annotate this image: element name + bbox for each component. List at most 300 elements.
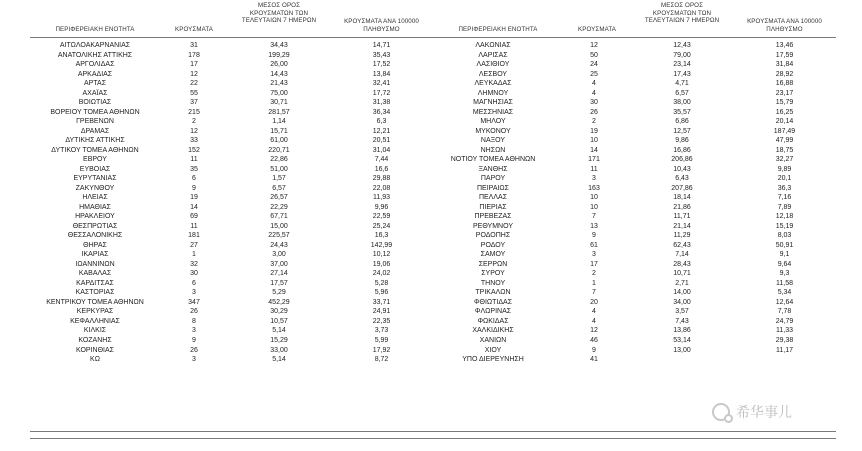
region-cell: ΠΑΡΟΥ <box>480 175 506 183</box>
table-row <box>433 250 836 260</box>
region-cell: ΜΥΚΟΝΟΥ <box>475 127 511 135</box>
region-cell: ΚΩ <box>90 356 100 364</box>
region-cell: ΥΠΟ ΔΙΕΡΕΥΝΗΣΗ <box>462 356 524 364</box>
avg-cell: 13,00 <box>673 346 691 354</box>
table-row <box>433 127 836 137</box>
region-cell: ΑΡΚΑΔΙΑΣ <box>77 70 113 78</box>
avg-cell: 21,43 <box>270 80 288 88</box>
region-cell: ΜΕΣΣΗΝΙΑΣ <box>472 108 514 116</box>
right-rows <box>433 41 836 365</box>
table-row <box>433 70 836 80</box>
table-row <box>30 174 433 184</box>
cases-cell: 19 <box>190 194 198 202</box>
cases-cell: 61 <box>590 241 598 249</box>
cases-cell: 12 <box>590 327 598 335</box>
table-row <box>30 165 433 175</box>
per-100k-cell: 17,52 <box>372 61 391 69</box>
region-cell: ΔΡΑΜΑΣ <box>80 127 110 135</box>
region-cell: ΚΟΡΙΝΘΙΑΣ <box>76 346 114 354</box>
header-cases: ΚΡΟΥΣΜΑΤΑ <box>175 26 213 33</box>
header-avg-line3: ΤΕΛΕΥΤΑΙΩΝ 7 ΗΜΕΡΩΝ <box>241 17 317 25</box>
per-100k-cell: 18,75 <box>775 146 794 154</box>
cases-cell: 10 <box>590 203 598 211</box>
table-row <box>433 326 836 336</box>
table-row <box>30 288 433 298</box>
per-100k-cell: 9,1 <box>779 251 790 259</box>
avg-cell: 3,57 <box>675 308 689 316</box>
region-cell: ΚΕΝΤΡΙΚΟΥ ΤΟΜΕΑ ΑΘΗΝΩΝ <box>46 298 144 306</box>
table-row <box>433 184 836 194</box>
table-row <box>433 41 836 51</box>
per-100k-cell: 9,89 <box>777 165 792 173</box>
avg-cell: 15,29 <box>270 336 288 344</box>
cases-cell: 11 <box>190 156 198 164</box>
cases-cell: 26 <box>190 308 198 316</box>
avg-cell: 9,86 <box>675 137 689 145</box>
region-cell: ΡΟΔΟΥ <box>480 241 506 249</box>
table-row <box>433 222 836 232</box>
avg-cell: 53,14 <box>673 336 691 344</box>
header-avg-line3: ΤΕΛΕΥΤΑΙΩΝ 7 ΗΜΕΡΩΝ <box>644 17 720 25</box>
region-cell: ΝΟΤΙΟΥ ΤΟΜΕΑ ΑΘΗΝΩΝ <box>450 156 536 164</box>
region-cell: ΦΘΙΩΤΙΔΑΣ <box>473 298 513 306</box>
per-100k-cell: 7,89 <box>777 203 792 211</box>
region-cell: ΚΑΣΤΟΡΙΑΣ <box>75 289 115 297</box>
avg-cell: 10,71 <box>673 270 691 278</box>
region-cell: ΦΛΩΡΙΝΑΣ <box>474 308 512 316</box>
table-row <box>433 212 836 222</box>
cases-cell: 181 <box>188 232 200 240</box>
avg-cell: 34,43 <box>270 42 288 49</box>
region-cell: ΚΕΡΚΥΡΑΣ <box>76 308 114 316</box>
table-row <box>30 146 433 156</box>
cases-cell: 33 <box>190 137 198 145</box>
avg-cell: 6,57 <box>272 184 286 192</box>
cases-cell: 24 <box>590 61 598 69</box>
avg-cell: 6,43 <box>675 175 689 183</box>
table-row <box>30 222 433 232</box>
per-100k-cell: 6,3 <box>376 118 387 126</box>
region-cell: ΗΛΕΙΑΣ <box>82 194 108 202</box>
per-100k-cell: 31,04 <box>372 146 391 154</box>
cases-cell: 55 <box>190 89 198 97</box>
cases-cell: 69 <box>190 213 198 221</box>
avg-cell: 26,57 <box>270 194 288 202</box>
header-per-line1: ΚΡΟΥΣΜΑΤΑ ΑΝΑ 100000 <box>747 18 822 25</box>
table-row <box>30 260 433 270</box>
cases-cell: 30 <box>190 270 198 278</box>
region-cell: ΜΑΓΝΗΣΙΑΣ <box>473 99 513 107</box>
table-row <box>30 136 433 146</box>
cases-cell: 152 <box>188 146 200 154</box>
cases-cell: 9 <box>192 184 196 192</box>
cases-cell: 3 <box>592 251 596 259</box>
avg-cell: 38,00 <box>673 99 691 107</box>
per-100k-cell: 15,19 <box>775 222 794 230</box>
table-row <box>433 317 836 327</box>
avg-cell: 10,57 <box>270 317 288 325</box>
region-cell: ΠΕΛΛΑΣ <box>478 194 508 202</box>
region-cell: ΑΙΤΩΛΟΑΚΑΡΝΑΝΙΑΣ <box>59 42 131 49</box>
table-row <box>30 60 433 70</box>
cases-cell: 10 <box>590 194 598 202</box>
watermark <box>712 400 832 424</box>
avg-cell: 30,71 <box>270 99 288 107</box>
table-row <box>433 298 836 308</box>
table-row <box>30 250 433 260</box>
table-row <box>433 51 836 61</box>
cases-cell: 163 <box>588 184 600 192</box>
cases-cell: 9 <box>592 346 596 354</box>
header-divider <box>30 37 836 38</box>
cases-cell: 1 <box>192 251 196 259</box>
table-row <box>433 89 836 99</box>
per-100k-cell: 14,71 <box>372 42 391 49</box>
cases-cell: 6 <box>192 279 196 287</box>
region-cell: ΚΟΖΑΝΗΣ <box>78 336 112 344</box>
avg-cell: 13,86 <box>673 327 691 335</box>
table-row <box>30 336 433 346</box>
avg-cell: 1,14 <box>272 118 286 126</box>
region-cell: ΣΥΡΟΥ <box>481 270 505 278</box>
avg-cell: 7,43 <box>675 317 689 325</box>
cases-cell: 9 <box>192 336 196 344</box>
cases-cell: 12 <box>190 127 198 135</box>
region-cell: ΞΑΝΘΗΣ <box>478 165 508 173</box>
per-100k-cell: 12,21 <box>372 127 391 135</box>
cases-cell: 2 <box>592 270 596 278</box>
cases-cell: 215 <box>188 108 200 116</box>
region-cell: ΛΑΚΩΝΙΑΣ <box>475 42 511 49</box>
cases-cell: 9 <box>592 232 596 240</box>
cases-cell: 1 <box>592 279 596 287</box>
avg-cell: 4,71 <box>675 80 689 88</box>
table-row <box>30 89 433 99</box>
bottom-rule <box>30 431 836 432</box>
region-cell: ΠΕΙΡΑΙΩΣ <box>477 184 509 192</box>
per-100k-cell: 29,38 <box>775 336 794 344</box>
table-row <box>30 231 433 241</box>
cases-cell: 11 <box>590 165 598 173</box>
cases-cell: 3 <box>592 175 596 183</box>
per-100k-cell: 7,78 <box>777 308 792 316</box>
avg-cell: 67,71 <box>270 213 288 221</box>
table-row <box>30 117 433 127</box>
avg-cell: 33,00 <box>270 346 288 354</box>
avg-cell: 2,71 <box>675 279 689 287</box>
cases-cell: 12 <box>190 70 198 78</box>
avg-cell: 15,71 <box>270 127 288 135</box>
region-cell: ΠΡΕΒΕΖΑΣ <box>474 213 512 221</box>
avg-cell: 22,86 <box>270 156 288 164</box>
region-cell: ΛΑΡΙΣΑΣ <box>478 51 508 59</box>
header-avg-line2: ΚΡΟΥΣΜΑΤΩΝ ΤΩΝ <box>652 9 712 17</box>
region-cell: ΚΑΒΑΛΑΣ <box>78 270 112 278</box>
avg-cell: 6,86 <box>675 118 689 126</box>
avg-cell: 16,86 <box>673 146 691 154</box>
cases-cell: 2 <box>192 118 196 126</box>
avg-cell: 62,43 <box>673 241 691 249</box>
per-100k-cell: 24,02 <box>372 270 391 278</box>
cases-cell: 8 <box>192 317 196 325</box>
region-cell: ΗΜΑΘΙΑΣ <box>79 203 111 211</box>
region-cell: ΛΑΣΙΘΙΟΥ <box>476 61 510 69</box>
per-100k-cell: 22,59 <box>372 213 391 221</box>
header-per-line2: ΠΛΗΘΥΣΜΟ <box>363 25 400 33</box>
avg-cell: 35,57 <box>673 108 691 116</box>
per-100k-cell: 17,92 <box>372 346 391 354</box>
cases-cell: 14 <box>190 203 198 211</box>
per-100k-cell: 16,6 <box>374 165 389 173</box>
avg-cell: 5,14 <box>272 356 286 364</box>
cases-cell: 37 <box>190 99 198 107</box>
per-100k-cell: 16,25 <box>775 108 794 116</box>
table-row <box>433 117 836 127</box>
region-cell: ΒΟΡΕΙΟΥ ΤΟΜΕΑ ΑΘΗΝΩΝ <box>50 108 140 116</box>
per-100k-cell: 33,71 <box>372 298 391 306</box>
cases-cell: 26 <box>190 346 198 354</box>
table-row <box>30 155 433 165</box>
table-row <box>433 260 836 270</box>
per-100k-cell: 28,92 <box>775 70 794 78</box>
table-row <box>433 155 836 165</box>
region-cell: ΛΗΜΝΟΥ <box>477 89 509 97</box>
per-100k-cell: 32,27 <box>775 156 794 164</box>
region-cell: ΙΩΑΝΝΙΝΩΝ <box>75 260 115 268</box>
cases-table <box>30 0 836 451</box>
per-100k-cell: 19,06 <box>372 260 391 268</box>
region-cell: ΛΕΣΒΟΥ <box>478 70 508 78</box>
per-100k-cell: 32,41 <box>372 80 391 88</box>
table-row <box>433 136 836 146</box>
per-100k-cell: 7,16 <box>777 194 792 202</box>
cases-cell: 178 <box>188 51 200 59</box>
avg-cell: 34,00 <box>673 298 691 306</box>
cases-cell: 19 <box>590 127 598 135</box>
region-cell: ΚΑΡΔΙΤΣΑΣ <box>76 279 114 287</box>
region-cell: ΙΚΑΡΙΑΣ <box>81 251 109 259</box>
region-cell: ΧΙΟΥ <box>484 346 502 354</box>
avg-cell: 199,29 <box>268 51 290 59</box>
per-100k-cell: 7,44 <box>374 156 389 164</box>
region-cell: ΣΕΡΡΩΝ <box>478 260 508 268</box>
cases-cell: 17 <box>590 260 598 268</box>
avg-cell: 23,14 <box>673 61 691 69</box>
header-region: ΠΕΡΙΦΕΡΕΙΑΚΗ ΕΝΟΤΗΤΑ <box>458 26 538 33</box>
cases-cell: 7 <box>592 289 596 297</box>
per-100k-cell: 11,17 <box>776 346 793 354</box>
per-100k-cell: 13,46 <box>775 42 794 49</box>
table-row <box>30 51 433 61</box>
region-cell: ΚΕΦΑΛΛΗΝΙΑΣ <box>70 317 120 325</box>
table-row <box>30 346 433 356</box>
avg-cell: 11,29 <box>673 232 691 240</box>
per-100k-cell: 9,64 <box>777 260 792 268</box>
cases-cell: 50 <box>590 51 598 59</box>
table-row <box>30 79 433 89</box>
region-cell: ΦΩΚΙΔΑΣ <box>477 317 509 325</box>
per-100k-cell: 187,49 <box>773 127 796 135</box>
table-row <box>30 241 433 251</box>
table-row <box>433 108 836 118</box>
avg-cell: 17,43 <box>673 70 691 78</box>
cases-cell: 2 <box>592 118 596 126</box>
table-row <box>433 288 836 298</box>
avg-cell: 51,00 <box>270 165 288 173</box>
avg-cell: 15,00 <box>270 222 288 230</box>
table-row <box>433 231 836 241</box>
region-cell: ΕΒΡΟΥ <box>83 156 107 164</box>
cases-cell: 347 <box>188 298 200 306</box>
header-avg <box>631 2 733 36</box>
per-100k-cell: 23,17 <box>775 89 794 97</box>
avg-cell: 27,14 <box>270 270 288 278</box>
table-row <box>433 193 836 203</box>
table-row <box>433 241 836 251</box>
table-row <box>30 41 433 51</box>
header-region: ΠΕΡΙΦΕΡΕΙΑΚΗ ΕΝΟΤΗΤΑ <box>55 26 135 33</box>
per-100k-cell: 5,28 <box>374 279 389 287</box>
table-row <box>433 98 836 108</box>
cases-cell: 35 <box>190 165 198 173</box>
region-cell: ΣΑΜΟΥ <box>480 251 506 259</box>
region-cell: ΔΥΤΙΚΟΥ ΤΟΜΕΑ ΑΘΗΝΩΝ <box>51 146 139 154</box>
region-cell: ΡΟΔΟΠΗΣ <box>475 232 511 240</box>
table-row <box>433 355 836 365</box>
region-cell: ΑΡΤΑΣ <box>83 80 107 88</box>
header-avg <box>228 2 330 36</box>
table-row <box>433 165 836 175</box>
per-100k-cell: 3,73 <box>374 327 389 335</box>
avg-cell: 24,43 <box>270 241 288 249</box>
region-cell: ΘΕΣΣΑΛΟΝΙΚΗΣ <box>67 232 123 240</box>
table-row <box>30 307 433 317</box>
avg-cell: 14,43 <box>270 70 288 78</box>
per-100k-cell: 5,96 <box>374 289 389 297</box>
cases-cell: 6 <box>192 175 196 183</box>
avg-cell: 21,86 <box>673 203 691 211</box>
header-cases: ΚΡΟΥΣΜΑΤΑ <box>578 26 616 33</box>
table-row <box>30 70 433 80</box>
cases-cell: 30 <box>590 99 598 107</box>
region-cell: ΑΧΑΪΑΣ <box>82 89 108 97</box>
table-row <box>30 317 433 327</box>
per-100k-cell: 16,88 <box>775 80 794 88</box>
per-100k-cell: 5,99 <box>374 336 389 344</box>
cases-cell: 4 <box>592 89 596 97</box>
per-100k-cell: 12,64 <box>775 298 794 306</box>
region-cell: ΓΡΕΒΕΝΩΝ <box>76 118 114 126</box>
avg-cell: 26,00 <box>270 61 288 69</box>
table-row <box>30 108 433 118</box>
per-100k-cell: 12,18 <box>775 213 794 221</box>
avg-cell: 452,29 <box>268 298 290 306</box>
region-cell: ΝΗΣΩΝ <box>480 146 506 154</box>
watermark-text: 希华事儿 <box>736 404 792 420</box>
avg-cell: 75,00 <box>270 89 288 97</box>
cases-cell: 11 <box>190 222 198 230</box>
per-100k-cell: 35,43 <box>372 51 391 59</box>
cases-cell: 25 <box>590 70 598 78</box>
per-100k-cell: 10,12 <box>372 251 391 259</box>
avg-cell: 5,14 <box>272 327 286 335</box>
cases-cell: 26 <box>590 108 598 116</box>
cases-cell: 20 <box>590 298 598 306</box>
avg-cell: 37,00 <box>270 260 288 268</box>
table-row <box>433 269 836 279</box>
avg-cell: 30,29 <box>270 308 288 316</box>
per-100k-cell: 17,59 <box>775 51 794 59</box>
table-row <box>30 203 433 213</box>
avg-cell: 225,57 <box>268 232 290 240</box>
table-row <box>30 193 433 203</box>
avg-cell: 18,14 <box>673 194 691 202</box>
cases-cell: 31 <box>190 42 198 49</box>
region-cell: ΗΡΑΚΛΕΙΟΥ <box>75 213 115 221</box>
per-100k-cell: 36,34 <box>372 108 391 116</box>
cases-cell: 14 <box>590 146 598 154</box>
avg-cell: 10,43 <box>673 165 691 173</box>
table-row <box>433 307 836 317</box>
region-cell: ΠΙΕΡΙΑΣ <box>479 203 507 211</box>
cases-cell: 12 <box>590 42 598 49</box>
header-per-line2: ΠΛΗΘΥΣΜΟ <box>766 25 803 33</box>
per-100k-cell: 11,58 <box>776 279 793 287</box>
cases-cell: 17 <box>190 61 198 69</box>
per-100k-cell: 50,91 <box>775 241 794 249</box>
cases-cell: 32 <box>190 260 198 268</box>
avg-cell: 206,86 <box>671 156 693 164</box>
table-row <box>30 212 433 222</box>
per-100k-cell: 25,24 <box>372 222 391 230</box>
per-100k-cell: 13,84 <box>372 70 391 78</box>
left-rows <box>30 41 433 365</box>
avg-cell: 7,14 <box>675 251 689 259</box>
table-row <box>30 184 433 194</box>
region-cell: ΡΕΘΥΜΝΟΥ <box>472 222 513 230</box>
cases-cell: 4 <box>592 317 596 325</box>
wechat-logo-icon <box>712 403 730 421</box>
table-row <box>433 60 836 70</box>
region-cell: ΕΥΒΟΙΑΣ <box>79 165 111 173</box>
bottom-rule-double <box>30 438 836 439</box>
avg-cell: 61,00 <box>270 137 288 145</box>
cases-cell: 10 <box>590 137 598 145</box>
per-100k-cell: 17,72 <box>372 89 391 97</box>
table-row <box>30 98 433 108</box>
per-100k-cell: 31,84 <box>775 61 794 69</box>
region-cell: ΧΑΝΙΩΝ <box>479 336 507 344</box>
region-cell: ΤΡΙΚΑΛΩΝ <box>475 289 511 297</box>
region-cell: ΔΥΤΙΚΗΣ ΑΤΤΙΚΗΣ <box>65 137 125 145</box>
cases-cell: 27 <box>190 241 198 249</box>
region-cell: ΧΑΛΚΙΔΙΚΗΣ <box>472 327 514 335</box>
header-avg-line1: ΜΕΣΟΣ ΟΡΟΣ <box>257 2 301 9</box>
per-100k-cell: 24,79 <box>775 317 794 325</box>
header-avg-line1: ΜΕΣΟΣ ΟΡΟΣ <box>660 2 704 9</box>
table-row <box>30 127 433 137</box>
region-cell: ΜΗΛΟΥ <box>480 118 506 126</box>
region-cell: ΒΟΙΩΤΙΑΣ <box>78 99 112 107</box>
header-per-line1: ΚΡΟΥΣΜΑΤΑ ΑΝΑ 100000 <box>344 18 419 25</box>
table-row <box>30 298 433 308</box>
per-100k-cell: 15,79 <box>775 99 794 107</box>
avg-cell: 220,71 <box>268 146 290 154</box>
per-100k-cell: 29,88 <box>372 175 391 183</box>
per-100k-cell: 36,3 <box>777 184 792 192</box>
cases-cell: 46 <box>590 336 598 344</box>
table-row <box>30 326 433 336</box>
